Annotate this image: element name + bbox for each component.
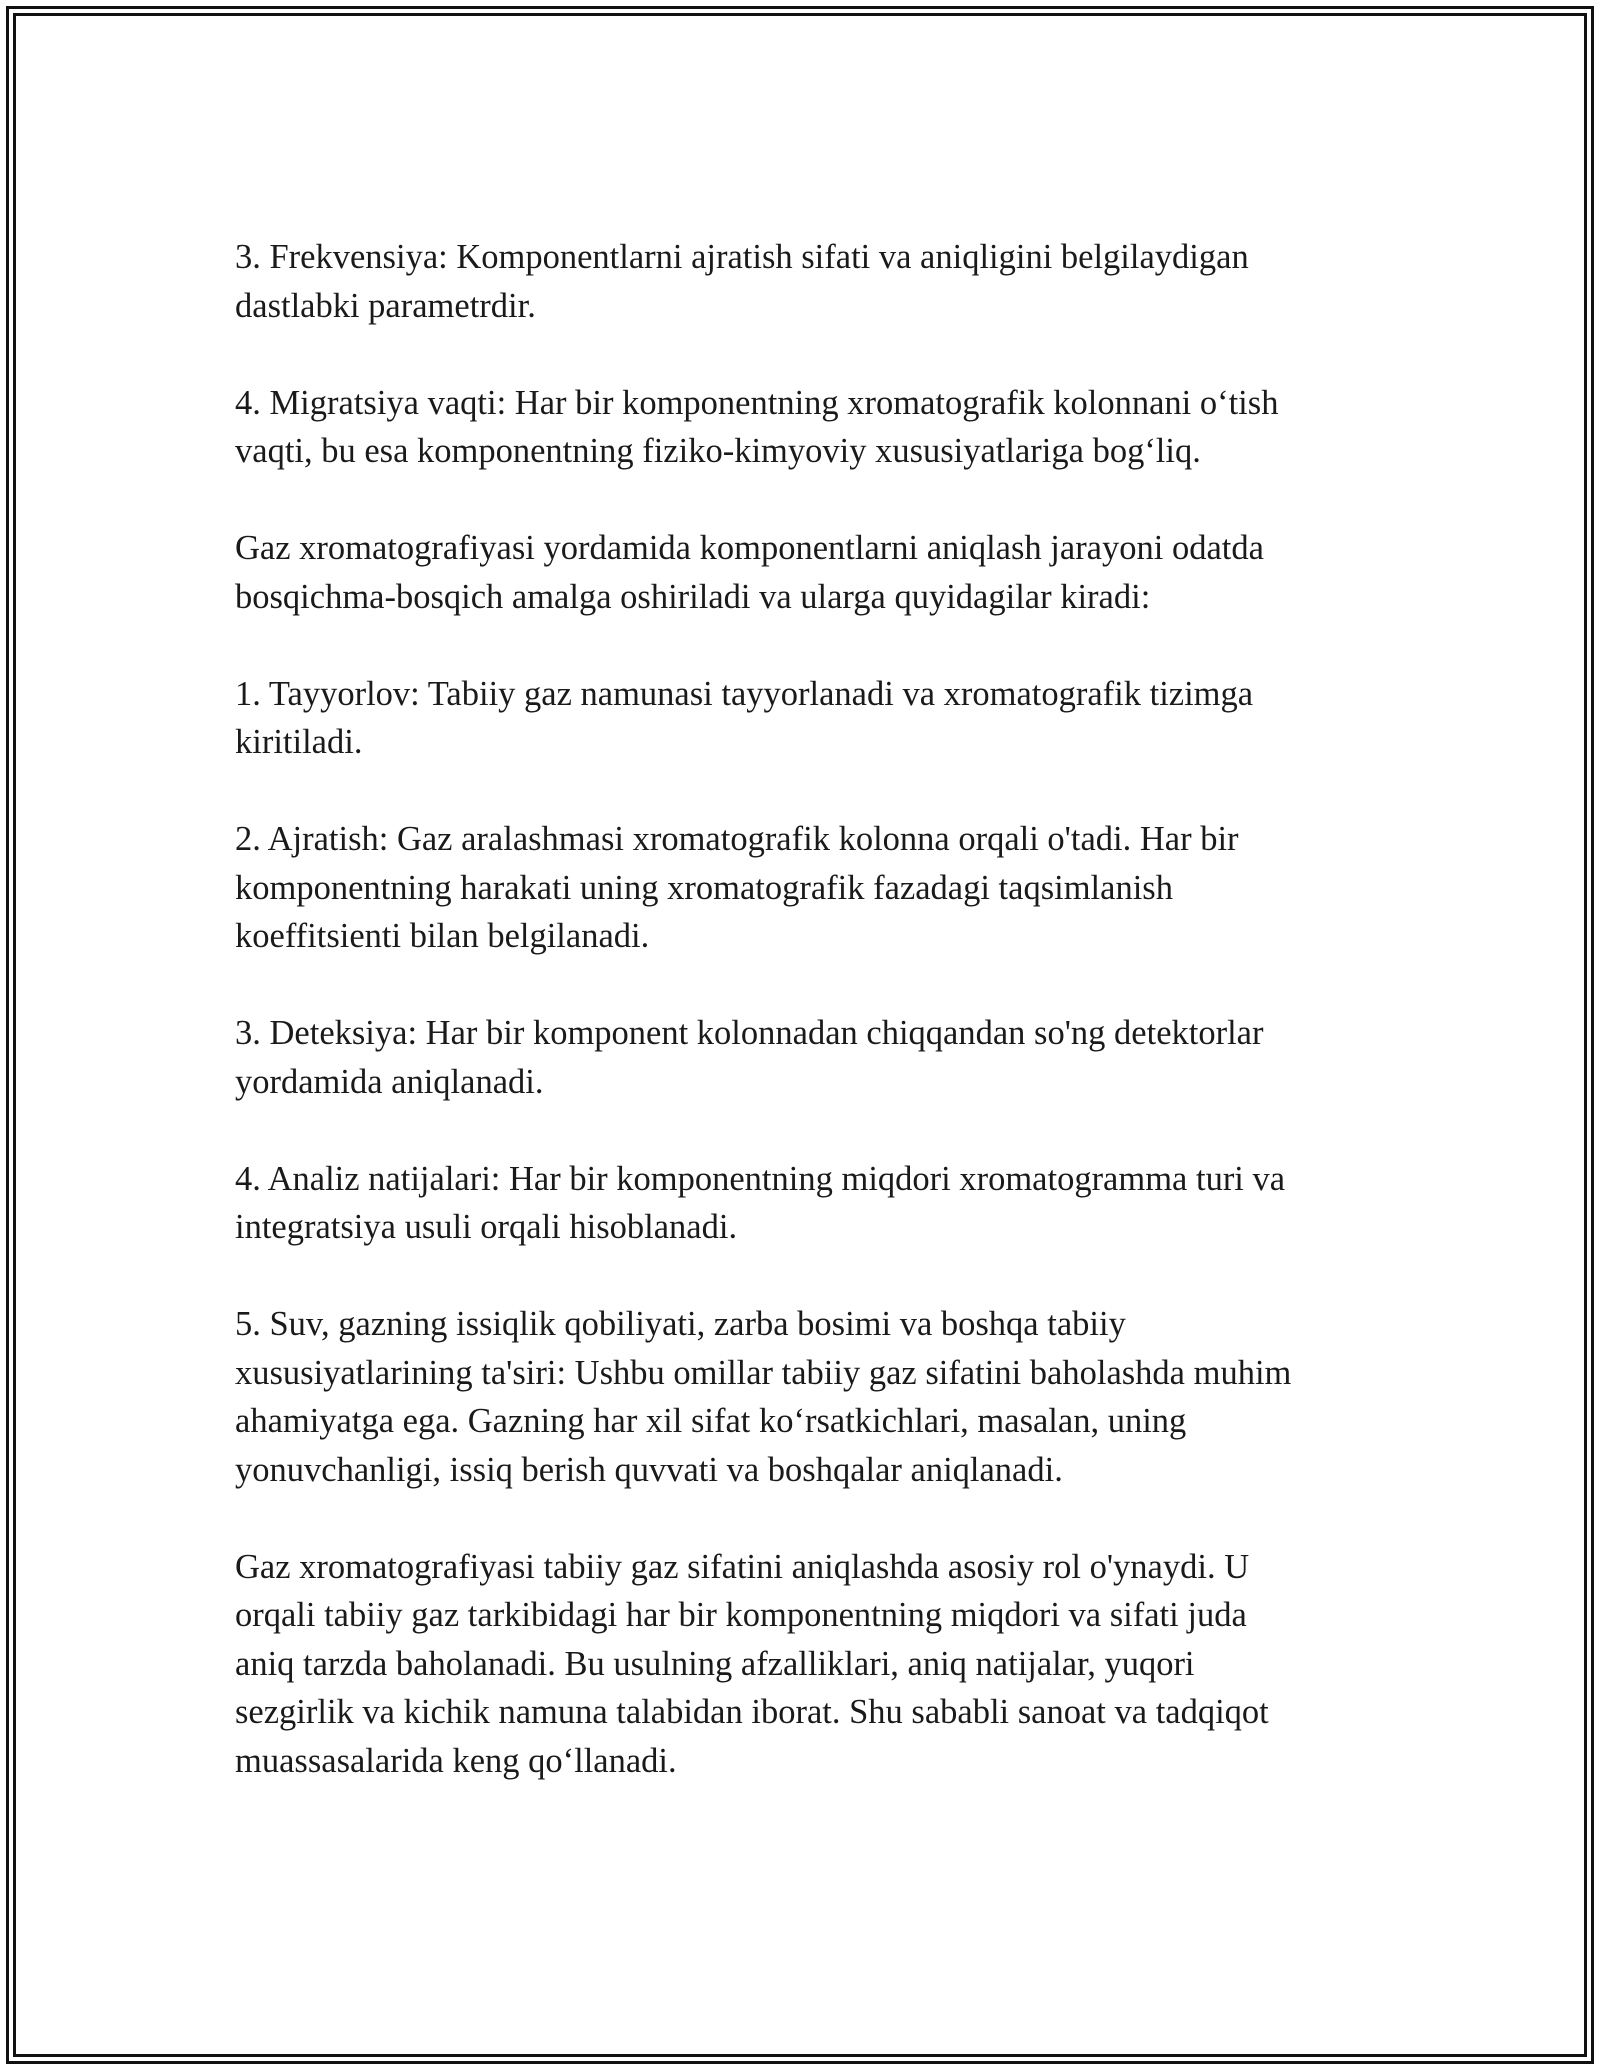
paragraph-xulosa: Gaz xromatografiyasi tabiiy gaz sifatini aniqlashda asosiy rol o'ynaydi. U orqali tabiiy gaz tarkibidagi har bir komponentning miqdori va sifati juda aniq tarzda baholanadi. Bu usulning afzalliklari, aniq natijalar, yuqori sezgirlik va kichik namuna talabidan iborat. Shu sababli sanoat va tadqiqot muassasalarida keng qo‘llanadi. [235,1547,1269,1780]
paragraph-frekvensiya: 3. Frekvensiya: Komponentlarni ajratish sifati va aniqligini belgilaydigan dastlabki parametrdir. [235,238,1249,325]
document-body [235,233,1365,1785]
paragraph-ajratish: 2. Ajratish: Gaz aralashmasi xromatografik kolonna orqali o'tadi. Har bir komponentning harakati uning xromatografik fazadagi taqsimlanish koeffitsienti bilan belgilanadi. [235,820,1239,955]
paragraph-migratsiya-vaqti: 4. Migratsiya vaqti: Har bir komponentning xromatografik kolonnani o‘tish vaqti, bu esa komponentning fiziko-kimyoviy xususiyatlariga bog‘liq. [235,383,1279,470]
paragraph-deteksiya: 3. Deteksiya: Har bir komponent kolonnadan chiqqandan so'ng detektorlar yordamida aniqlanadi. [235,1014,1264,1101]
paragraph-analiz-natijalari: 4. Analiz natijalari: Har bir komponentning miqdori xromatogramma turi va integratsiya usuli orqali hisoblanadi. [235,1159,1286,1246]
paragraph-tayyorlov: 1. Tayyorlov: Tabiiy gaz namunasi tayyorlanadi va xromatografik tizimga kiritiladi. [235,674,1254,761]
paragraph-suv-gazning-xususiyatlari: 5. Suv, gazning issiqlik qobiliyati, zarba bosimi va boshqa tabiiy xususiyatlarining ta'siri: Ushbu omillar tabiiy gaz sifatini baholashda muhim ahamiyatga ega. Gazning har xil sifat ko‘rsatkichlari, masalan, uning yonuvchanligi, issiq berish quvvati va boshqalar aniqlanadi. [235,1305,1292,1489]
paragraph-intro-jarayon: Gaz xromatografiyasi yordamida komponentlarni aniqlash jarayoni odatda bosqichma-bosqich amalga oshiriladi va ularga quyidagilar kiradi: [235,529,1264,616]
